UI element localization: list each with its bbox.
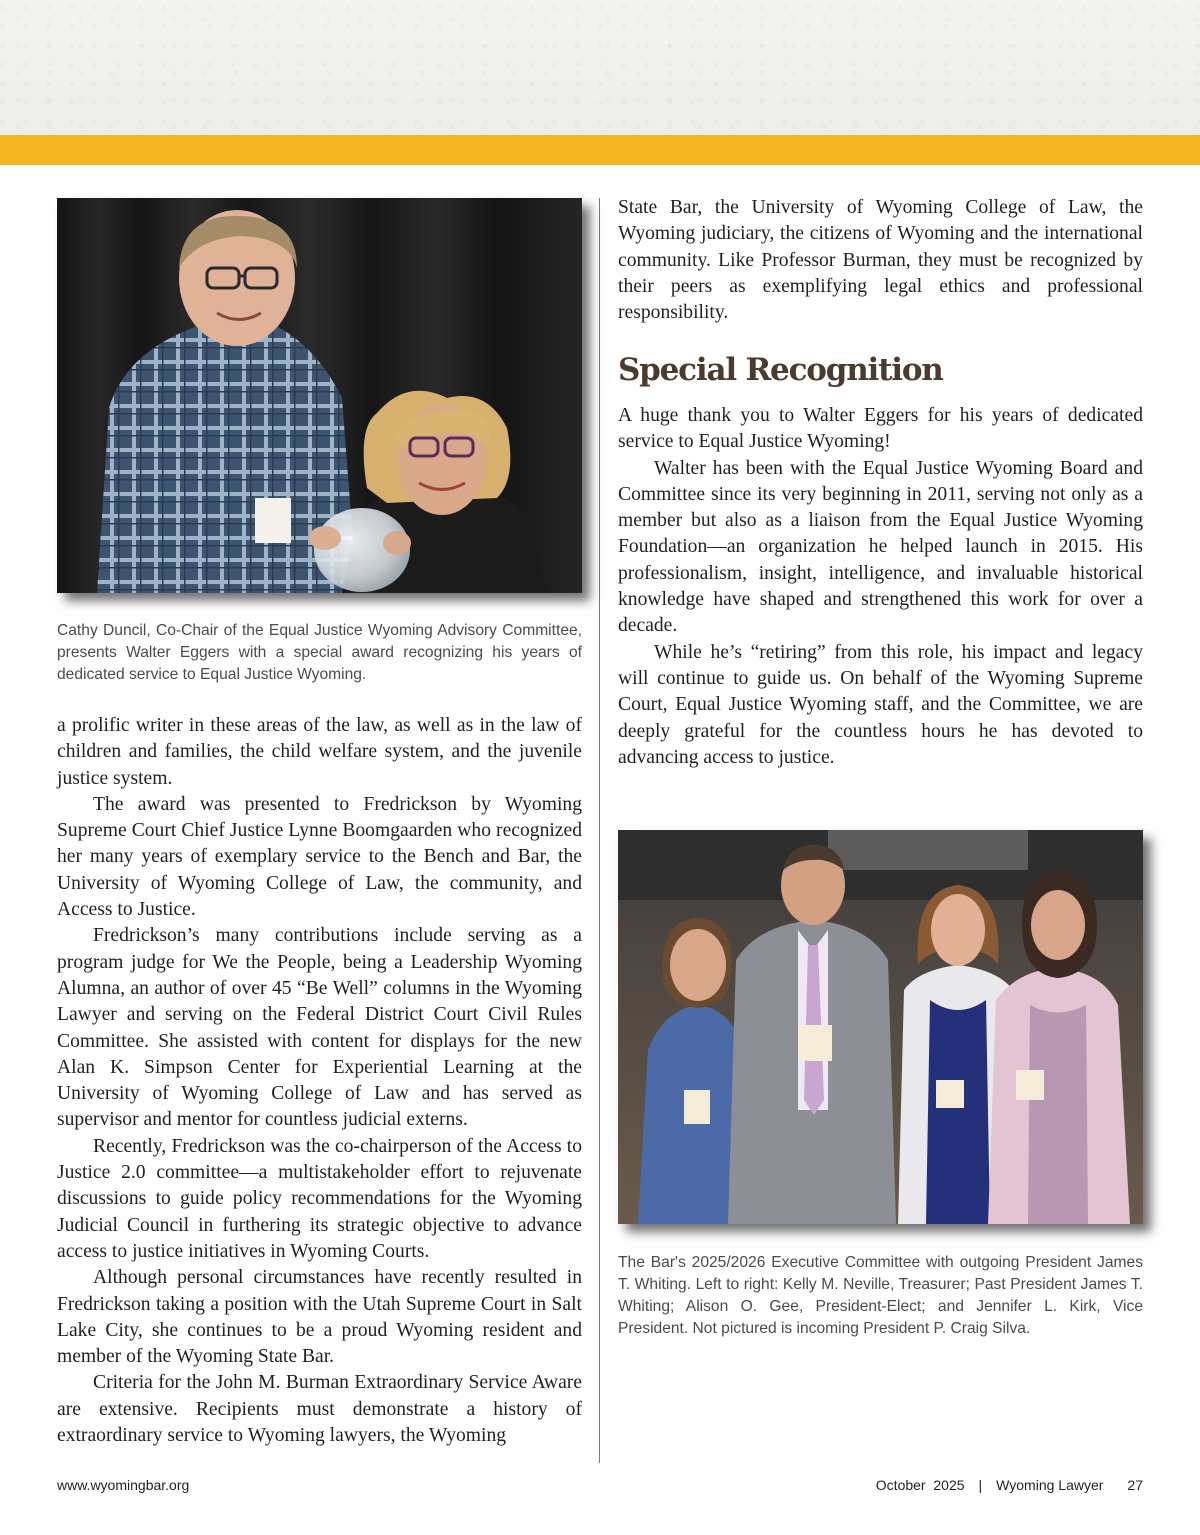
paragraph: a prolific writer in these areas of the law, as well as in the law of children and families, the child welfare system, and the juvenile justice system.: [57, 715, 582, 789]
special-recognition-text: [618, 403, 1143, 771]
page-number: 27: [1127, 1477, 1143, 1493]
photo-caption: Cathy Duncil, Co-Chair of the Equal Justice Wyoming Advisory Committee, presents Walter Eggers with a special award recognizing his years of dedicated service to Equal Justice Wyoming.: [57, 622, 582, 683]
article-left-column: [57, 713, 582, 1449]
section-heading: Special Recognition: [618, 352, 943, 388]
paragraph: A huge thank you to Walter Eggers for his years of dedicated service to Equal Justice Wyoming!: [618, 405, 1143, 453]
footer-website: www.wyomingbar.org: [57, 1477, 190, 1493]
photo-caption: The Bar's 2025/2026 Executive Committee with outgoing President James T. Whiting. Left to right: Kelly M. Neville, Treasurer; Past President James T. Whiting; Alison O. Gee, President-Elect; and Jennifer L. Kirk, Vice President. Not pictured is incoming President P. Craig Silva.: [618, 1254, 1143, 1337]
footer-separator: |: [978, 1477, 983, 1493]
footer-publication: Wyoming Lawyer: [996, 1477, 1104, 1493]
paragraph: The award was presented to Fredrickson by Wyoming Supreme Court Chief Justice Lynne Boomgaarden who recognized her many years of exemplary service to the Bench and Bar, the University of Wyoming College of Law, the community, and Access to Justice.: [57, 793, 582, 921]
accent-band: [0, 135, 1200, 165]
header-texture: [0, 0, 1200, 135]
paragraph: While he’s “retiring” from this role, his impact and legacy will continue to guide us. On behalf of the Wyoming Supreme Court, Equal Justice Wyoming staff, and the Committee, we are deeply grateful for the countless hours he has devoted to advancing access to justice.: [618, 641, 1143, 768]
paragraph: State Bar, the University of Wyoming College of Law, the Wyoming judiciary, the citizens of Wyoming and the international community. Like Professor Burman, they must be recognized by their peers as exemplifying legal ethics and professional responsibility.: [618, 197, 1143, 324]
paragraph: Walter has been with the Equal Justice Wyoming Board and Committee since its very beginning in 2011, serving not only as a member but also as a liaison from the Equal Justice Wyoming Foundation—an organization he helped launch in 2015. His professionalism, insight, intelligence, and invaluable historical knowledge have shaped and strengthened this work for over a decade.: [618, 457, 1143, 637]
paragraph: Recently, Fredrickson was the co-chairperson of the Access to Justice 2.0 committee—a multistakeholder effort to rejuvenate discussions to guide policy recommendations for the Wyoming Judicial Council in furthering its strategic objective to advance access to justice initiatives in Wyoming Courts.: [57, 1135, 582, 1262]
footer-issue-info: [876, 1477, 1143, 1493]
footer-date: October 2025: [875, 1477, 965, 1493]
award-presentation-photo: [57, 198, 582, 593]
column-divider: [599, 198, 600, 1463]
executive-committee-photo: [618, 830, 1143, 1224]
paragraph: Fredrickson’s many contributions include serving as a program judge for We the People, being a Leadership Wyoming Alumna, an author of over 45 “Be Well” columns in the Wyoming Lawyer and serving on the Federal District Court Civil Rules Committee. She assisted with content for displays for the new Alan K. Simpson Center for Experiential Learning at the University of Wyoming College of Law and has served as supervisor and mentor for countless judicial externs.: [57, 925, 582, 1131]
paragraph: Although personal circumstances have recently resulted in Fredrickson taking a position with the Utah Supreme Court in Salt Lake City, she continues to be a proud Wyoming resident and member of the Wyoming State Bar.: [57, 1267, 582, 1368]
article-right-continuation: [618, 195, 1143, 326]
paragraph: Criteria for the John M. Burman Extraordinary Service Aware are extensive. Recipients must demonstrate a history of extraordinary service to Wyoming lawyers, the Wyoming: [57, 1372, 582, 1447]
